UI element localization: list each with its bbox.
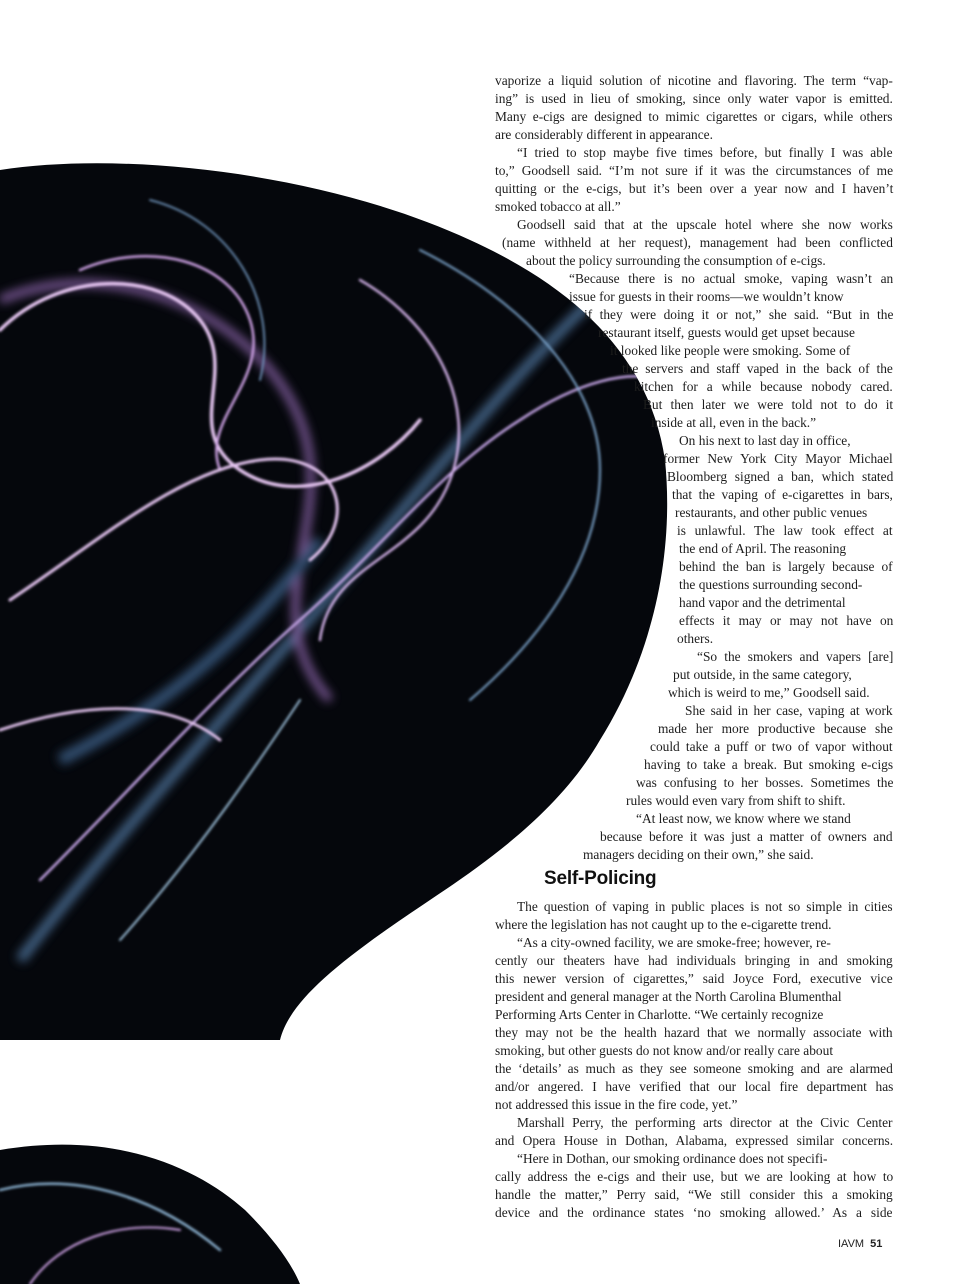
text-line: hand vapor and the detrimental — [679, 595, 846, 610]
text-line: handle the matter,” Perry said, “We still consider this a smoking — [495, 1187, 893, 1202]
text-line: former New York City Mayor Michael — [663, 451, 893, 466]
text-line: the questions surrounding second- — [679, 577, 863, 592]
text-line: “Here in Dothan, our smoking ordinance does not specifi- — [517, 1151, 828, 1166]
text-line: device and the ordinance states ‘no smoking allowed.’ As a side — [495, 1205, 893, 1220]
text-line: president and general manager at the North Carolina Blumenthal — [495, 989, 842, 1004]
text-line: where the legislation has not caught up to the e-cigarette trend. — [495, 917, 832, 932]
text-line: “I tried to stop maybe five times before, but finally I was able — [517, 145, 893, 160]
text-line: are considerably different in appearance. — [495, 127, 713, 142]
text-line: which is weird to me,” Goodsell said. — [668, 685, 870, 700]
text-line: managers deciding on their own,” she said. — [583, 847, 814, 862]
text-line: is unlawful. The law took effect at — [677, 523, 893, 538]
text-line: But then later we were told not to do it — [643, 397, 894, 412]
text-line: and Opera House in Dothan, Alabama, expressed similar concerns. — [495, 1133, 894, 1148]
text-line: smoked tobacco at all.” — [495, 199, 621, 214]
text-line: put outside, in the same category, — [673, 667, 852, 682]
text-line: issue for guests in their rooms—we wouldn’t know — [569, 289, 844, 304]
page-number: 51 — [870, 1238, 883, 1250]
magazine-name: IAVM — [838, 1238, 865, 1250]
text-line: the ‘details’ as much as they see someone smoking and are alarmed — [495, 1061, 893, 1076]
text-line: to,” Goodsell said. “I’m not sure if it was the circumstances of me — [495, 163, 894, 178]
text-line: effects it may or may not have on — [679, 613, 894, 628]
text-line: “Because there is no actual smoke, vaping wasn’t an — [569, 271, 894, 286]
text-line: inside at all, even in the back.” — [651, 415, 817, 430]
text-line: Many e-cigs are designed to mimic cigarettes or cigars, while others — [495, 109, 893, 124]
text-line: “So the smokers and vapers [are] — [697, 649, 894, 664]
text-line: the end of April. The reasoning — [679, 541, 847, 556]
text-line: Marshall Perry, the performing arts director at the Civic Center — [517, 1115, 893, 1130]
text-line: because before it was just a matter of owners and — [600, 829, 893, 844]
text-line: having to take a break. But smoking e-cigs — [644, 757, 894, 772]
text-line: “At least now, we know where we stand — [636, 811, 851, 826]
text-line: could take a puff or two of vapor without — [650, 739, 893, 754]
text-line: On his next to last day in office, — [679, 433, 851, 448]
text-line: cally address the e-cigs and their use, but we are looking at how to — [495, 1169, 894, 1184]
text-line: Performing Arts Center in Charlotte. “We certainly recognize — [495, 1007, 824, 1022]
text-line: was confusing to her bosses. Sometimes the — [636, 775, 894, 790]
text-line: that the vaping of e-cigarettes in bars, — [672, 487, 893, 502]
text-line: rules would even vary from shift to shift. — [626, 793, 846, 808]
text-line: ing” is used in lieu of smoking, since only water vapor is emitted. — [495, 91, 893, 106]
text-line: cently our theaters have had individuals bringing in and smoking — [495, 953, 893, 968]
text-line: they may not be the health hazard that we normally associate with — [495, 1025, 893, 1040]
text-line: others. — [677, 631, 714, 646]
text-line: this newer version of cigarettes,” said Joyce Ford, executive vice — [495, 971, 893, 986]
text-line: Bloomberg signed a ban, which stated — [667, 469, 894, 484]
section-heading: Self-Policing — [544, 868, 657, 889]
text-line: about the policy surrounding the consumption of e-cigs. — [526, 253, 826, 268]
text-line: if they were doing it or not,” she said. “But in the — [584, 307, 894, 322]
text-line: She said in her case, vaping at work — [685, 703, 893, 718]
text-line: the servers and staff vaped in the back of the — [622, 361, 893, 376]
text-line: restaurant itself, guests would get upset because — [598, 325, 855, 340]
text-line: behind the ban is largely because of — [679, 559, 893, 574]
text-line: restaurants, and other public venues — [675, 505, 868, 520]
text-line: (name withheld at her request), management had been conflicted — [502, 235, 893, 250]
text-line: quitting or the e-cigs, but it’s been over a year now and I haven’t — [495, 181, 894, 196]
page-footer — [838, 1238, 882, 1250]
text-line: The question of vaping in public places is not so simple in cities — [517, 899, 893, 914]
text-line: kitchen for a while because nobody cared. — [634, 379, 893, 394]
text-line: made her more productive because she — [658, 721, 893, 736]
text-line: and/or angered. I have verified that our local fire department has — [495, 1079, 894, 1094]
text-line: not addressed this issue in the fire code, yet.” — [495, 1097, 738, 1112]
text-line: smoking, but other guests do not know and/or really care about — [495, 1043, 834, 1058]
text-line: vaporize a liquid solution of nicotine and flavoring. The term “vap- — [495, 73, 893, 88]
text-line: Goodsell said that at the upscale hotel where she now works — [517, 217, 893, 232]
text-line: it looked like people were smoking. Some of — [610, 343, 851, 358]
text-line: “As a city-owned facility, we are smoke-free; however, re- — [517, 935, 831, 950]
